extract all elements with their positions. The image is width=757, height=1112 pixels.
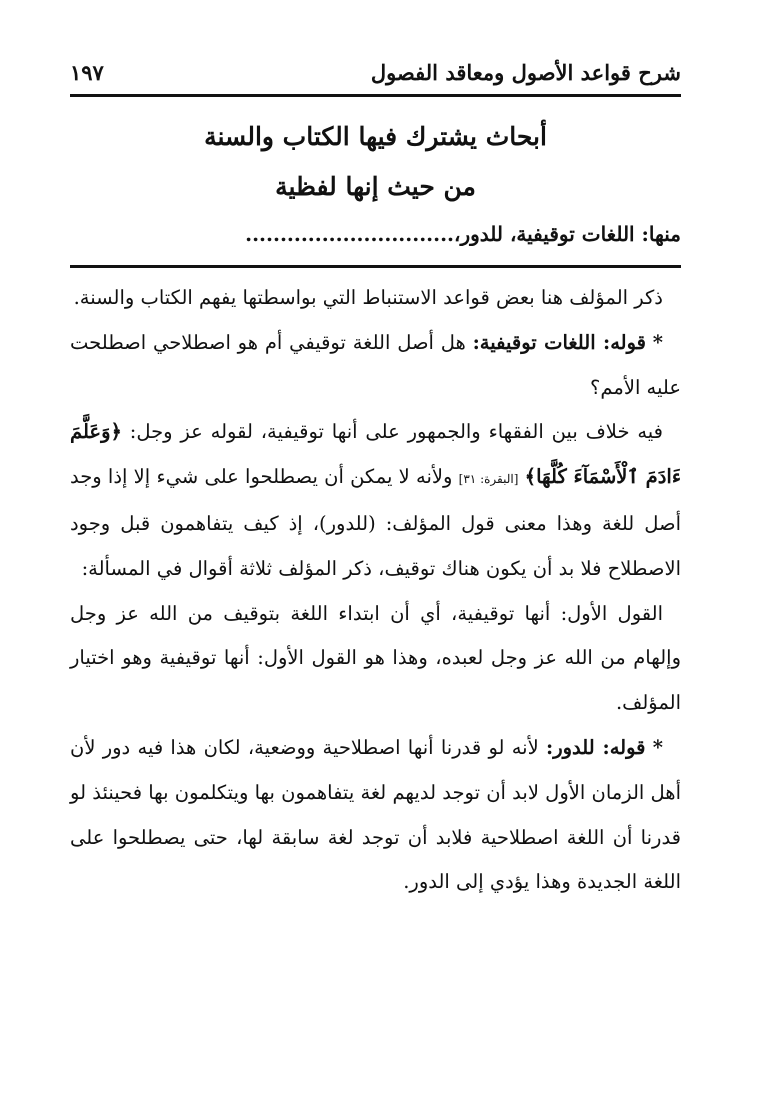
star-marker: *	[652, 735, 663, 759]
paragraph-text: ولأنه لا يمكن أن يصطلحوا على شيء إلا إذا وجد أصل للغة وهذا معنى قول المؤلف: (للدور)، إذ كيف يتفاهمون قبل وجود الاصطلاح فلا بد أن يكون هناك توقيف، ذكر المؤلف ثلاثة أقوال في المسألة:	[70, 465, 681, 580]
paragraph-text: فيه خلاف بين الفقهاء والجمهور على أنها توقيفية، لقوله عز وجل:	[129, 420, 663, 444]
paragraph-qawluhu-1	[70, 321, 681, 411]
verse-reference: [البقرة: ٣١]	[458, 472, 519, 487]
paragraph-intro: ذكر المؤلف هنا بعض قواعد الاستنباط التي بواسطتها يفهم الكتاب والسنة.	[73, 286, 663, 309]
commentary-body	[70, 276, 681, 905]
star-marker: *	[652, 330, 663, 354]
matn-divider	[70, 265, 681, 268]
quran-verse: ﴿وَعَلَّمَ ءَادَمَ ٱلْأَسْمَآءَ كُلَّهَا﴾	[70, 420, 681, 489]
matn-text: منها: اللغات توقيفية، للدور،..............................	[245, 222, 681, 246]
book-title: شرح قواعد الأصول ومعاقد الفصول	[370, 60, 681, 85]
paragraph-first-opinion: القول الأول: أنها توقيفية، أي أن ابتداء اللغة بتوقيف من الله عز وجل وإلهام من الله عز وجل لعبده، وهذا هو القول الأول: أنها توقيفية وهو اختيار المؤلف.	[70, 601, 681, 715]
quote-label: قوله: اللغات توقيفية:	[472, 330, 646, 354]
section-title-line1: أبحاث يشترك فيها الكتاب والسنة	[204, 122, 547, 151]
page-number: ١٩٧	[70, 60, 104, 85]
paragraph-text: هل أصل اللغة توقيفي أم هو اصطلاحي اصطلحت عليه الأمم؟	[70, 330, 681, 399]
running-header	[70, 58, 681, 97]
section-title-line2: من حيث إنها لفظية	[275, 172, 476, 201]
paragraph-qawluhu-2	[70, 726, 681, 905]
paragraph-evidence	[70, 410, 681, 591]
paragraph-text: لأنه لو قدرنا أنها اصطلاحية ووضعية، لكان هذا فيه دور لأن أهل الزمان الأول لابد أن توجد لديهم لغة يتفاهمون بها ويتكلمون بها فحينئذ لو قدرنا أن اللغة اصطلاحية فلابد أن توجد لغة سابقة لها، حتى يصطلحوا على اللغة الجديدة وهذا يؤدي إلى الدور.	[70, 735, 681, 894]
quote-label: قوله: للدور:	[546, 735, 646, 759]
